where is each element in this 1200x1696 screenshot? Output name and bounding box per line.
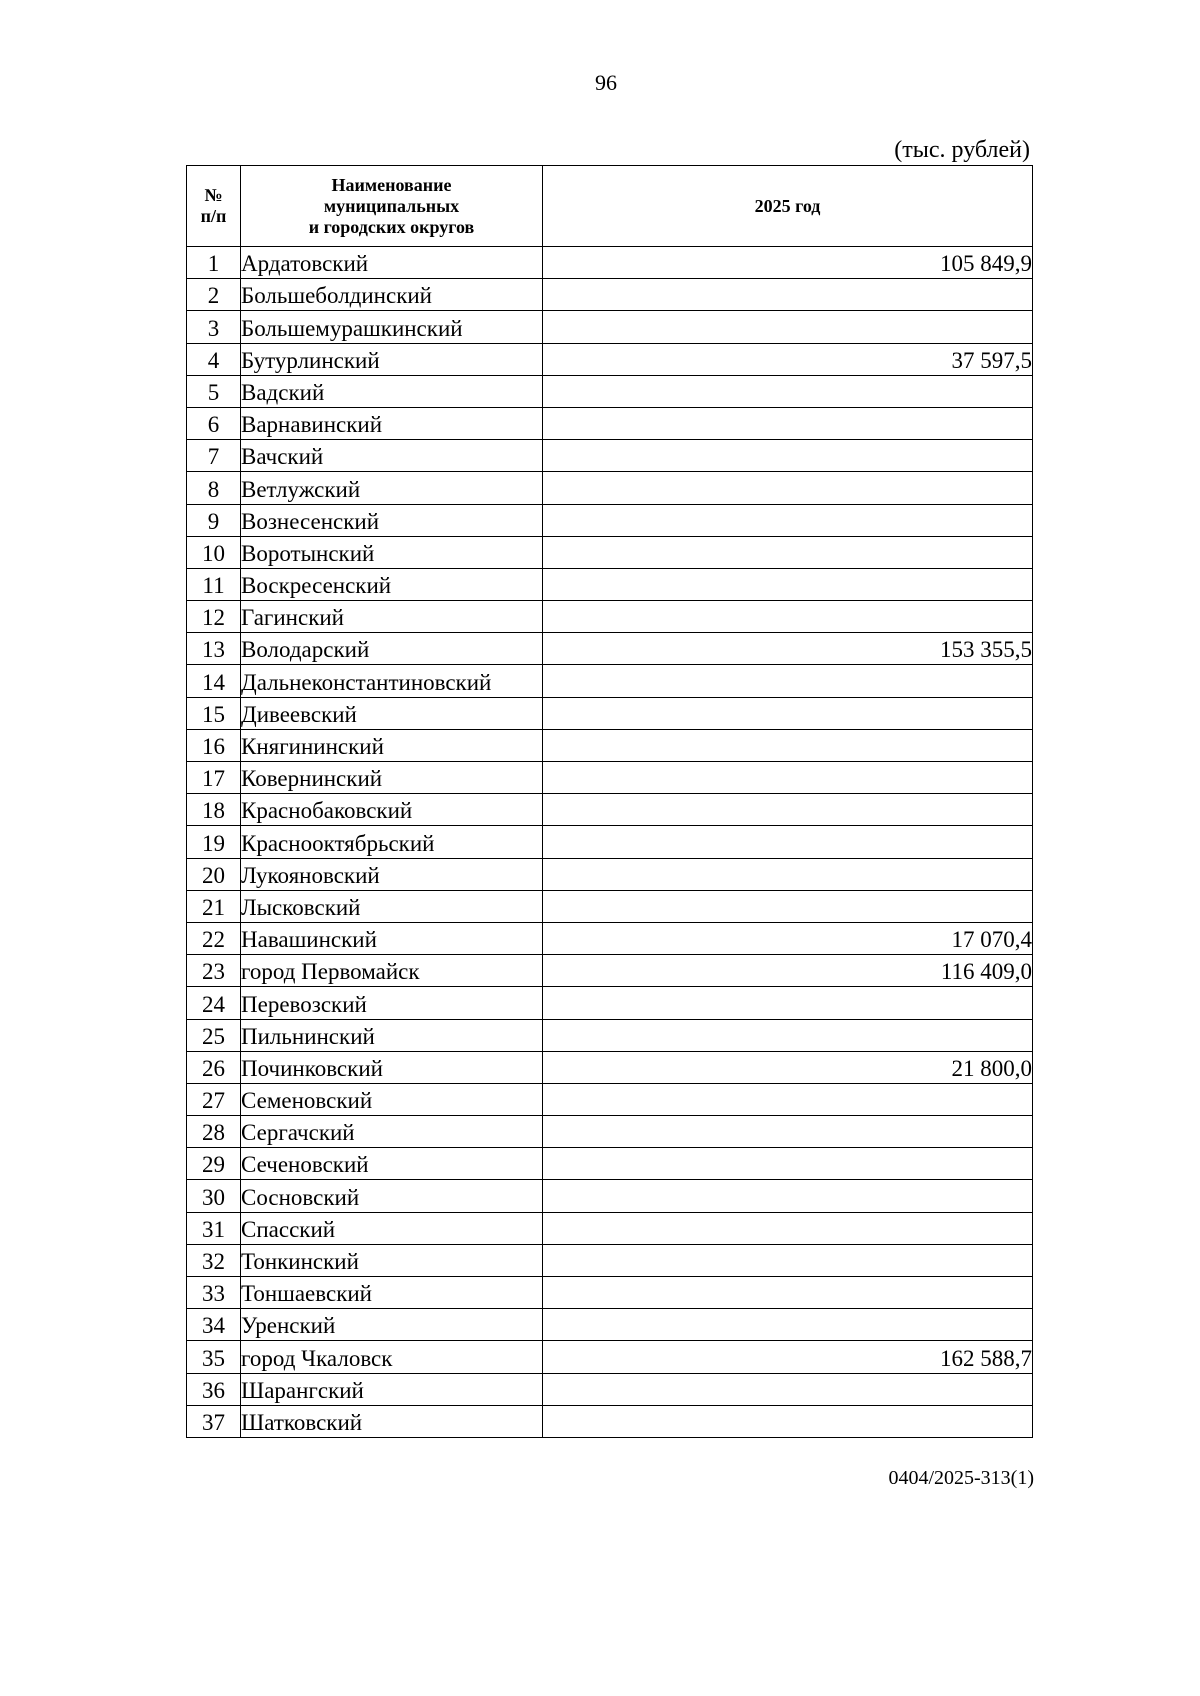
district-name: Бутурлинский (241, 343, 543, 375)
row-number: 17 (187, 762, 241, 794)
district-name: Краснобаковский (241, 794, 543, 826)
row-value (543, 1083, 1033, 1115)
district-name: Семеновский (241, 1083, 543, 1115)
row-number: 16 (187, 729, 241, 761)
table-row (187, 247, 1033, 279)
row-value (543, 1277, 1033, 1309)
row-value (543, 1180, 1033, 1212)
district-name: Большеболдинский (241, 279, 543, 311)
row-number: 8 (187, 472, 241, 504)
row-value (543, 987, 1033, 1019)
table-header-row (187, 166, 1033, 247)
district-name: Пильнинский (241, 1019, 543, 1051)
table-row (187, 1244, 1033, 1276)
row-value (543, 1019, 1033, 1051)
row-value (543, 858, 1033, 890)
district-name: Тоншаевский (241, 1277, 543, 1309)
district-name: Варнавинский (241, 407, 543, 439)
row-value (543, 568, 1033, 600)
row-number: 18 (187, 794, 241, 826)
row-number: 1 (187, 247, 241, 279)
table-row (187, 1405, 1033, 1437)
row-value (543, 890, 1033, 922)
row-value (543, 536, 1033, 568)
row-value: 21 800,0 (543, 1051, 1033, 1083)
row-number: 23 (187, 955, 241, 987)
table-row (187, 311, 1033, 343)
row-number: 32 (187, 1244, 241, 1276)
district-name: Гагинский (241, 601, 543, 633)
district-name: Шарангский (241, 1373, 543, 1405)
row-value (543, 1212, 1033, 1244)
district-name: Ветлужский (241, 472, 543, 504)
district-name: Перевозский (241, 987, 543, 1019)
row-value (543, 697, 1033, 729)
table-row (187, 440, 1033, 472)
district-name: Спасский (241, 1212, 543, 1244)
row-number: 36 (187, 1373, 241, 1405)
table-row (187, 1019, 1033, 1051)
table-row (187, 762, 1033, 794)
row-value (543, 440, 1033, 472)
row-number: 19 (187, 826, 241, 858)
table-row (187, 343, 1033, 375)
district-name: Сергачский (241, 1116, 543, 1148)
row-value (543, 311, 1033, 343)
table-row (187, 1180, 1033, 1212)
row-value (543, 279, 1033, 311)
row-value (543, 729, 1033, 761)
district-name: Краснооктябрьский (241, 826, 543, 858)
table-row (187, 729, 1033, 761)
district-name: Вачский (241, 440, 543, 472)
district-name: Уренский (241, 1309, 543, 1341)
row-value: 153 355,5 (543, 633, 1033, 665)
header-name (241, 166, 543, 247)
row-value (543, 1373, 1033, 1405)
district-name: город Первомайск (241, 955, 543, 987)
row-value (543, 472, 1033, 504)
row-number: 13 (187, 633, 241, 665)
row-value (543, 1116, 1033, 1148)
row-number: 28 (187, 1116, 241, 1148)
row-value (543, 1244, 1033, 1276)
row-number: 29 (187, 1148, 241, 1180)
district-name: Вознесенский (241, 504, 543, 536)
table-row (187, 1116, 1033, 1148)
table-row (187, 407, 1033, 439)
row-value (543, 794, 1033, 826)
row-value (543, 407, 1033, 439)
header-number: № п/п (187, 166, 241, 247)
district-name: Ковернинский (241, 762, 543, 794)
row-number: 14 (187, 665, 241, 697)
table-row (187, 1148, 1033, 1180)
row-value (543, 375, 1033, 407)
district-name: Ардатовский (241, 247, 543, 279)
district-name: Володарский (241, 633, 543, 665)
row-value (543, 1309, 1033, 1341)
table-row (187, 633, 1033, 665)
row-number: 26 (187, 1051, 241, 1083)
row-value: 162 588,7 (543, 1341, 1033, 1373)
row-number: 24 (187, 987, 241, 1019)
table-row (187, 568, 1033, 600)
row-number: 31 (187, 1212, 241, 1244)
table-row (187, 375, 1033, 407)
table-body (187, 247, 1033, 1438)
district-name: Лукояновский (241, 858, 543, 890)
row-value: 37 597,5 (543, 343, 1033, 375)
row-number: 25 (187, 1019, 241, 1051)
row-number: 34 (187, 1309, 241, 1341)
table-row (187, 1051, 1033, 1083)
table-row (187, 955, 1033, 987)
district-name: Сосновский (241, 1180, 543, 1212)
header-name-line: и городских округов (308, 216, 475, 237)
table-row (187, 1373, 1033, 1405)
table-row (187, 697, 1033, 729)
district-name: город Чкаловск (241, 1341, 543, 1373)
row-value: 17 070,4 (543, 922, 1033, 954)
row-number: 9 (187, 504, 241, 536)
table-row (187, 1083, 1033, 1115)
header-name-line: муниципальных (323, 195, 460, 216)
row-number: 2 (187, 279, 241, 311)
table-row (187, 536, 1033, 568)
row-number: 22 (187, 922, 241, 954)
row-number: 4 (187, 343, 241, 375)
row-number: 30 (187, 1180, 241, 1212)
table-row (187, 1277, 1033, 1309)
table-row (187, 826, 1033, 858)
units-label: (тыс. рублей) (894, 137, 1030, 163)
row-value (543, 504, 1033, 536)
row-value: 116 409,0 (543, 955, 1033, 987)
district-name: Починковский (241, 1051, 543, 1083)
district-name: Воротынский (241, 536, 543, 568)
row-number: 15 (187, 697, 241, 729)
row-number: 11 (187, 568, 241, 600)
row-value (543, 762, 1033, 794)
header-name-line: Наименование (331, 174, 452, 195)
row-value (543, 1405, 1033, 1437)
row-value: 105 849,9 (543, 247, 1033, 279)
row-number: 12 (187, 601, 241, 633)
table-row (187, 279, 1033, 311)
row-value (543, 665, 1033, 697)
table-row (187, 858, 1033, 890)
table-row (187, 601, 1033, 633)
row-value (543, 1148, 1033, 1180)
district-name: Дальнеконстантиновский (241, 665, 543, 697)
row-number: 27 (187, 1083, 241, 1115)
district-name: Лысковский (241, 890, 543, 922)
district-name: Воскресенский (241, 568, 543, 600)
row-number: 20 (187, 858, 241, 890)
district-name: Дивеевский (241, 697, 543, 729)
table-row (187, 922, 1033, 954)
district-name: Княгининский (241, 729, 543, 761)
row-number: 21 (187, 890, 241, 922)
document-code: 0404/2025-313(1) (888, 1467, 1034, 1489)
table-row (187, 1212, 1033, 1244)
row-value (543, 601, 1033, 633)
district-name: Тонкинский (241, 1244, 543, 1276)
header-year: 2025 год (543, 166, 1033, 247)
row-number: 5 (187, 375, 241, 407)
district-name: Большемурашкинский (241, 311, 543, 343)
table-row (187, 1341, 1033, 1373)
district-name: Вадский (241, 375, 543, 407)
district-name: Сеченовский (241, 1148, 543, 1180)
row-number: 37 (187, 1405, 241, 1437)
row-number: 35 (187, 1341, 241, 1373)
budget-table (186, 165, 1033, 1438)
table-row (187, 1309, 1033, 1341)
row-number: 7 (187, 440, 241, 472)
table-row (187, 987, 1033, 1019)
district-name: Навашинский (241, 922, 543, 954)
row-number: 3 (187, 311, 241, 343)
table-row (187, 794, 1033, 826)
table-row (187, 665, 1033, 697)
row-number: 6 (187, 407, 241, 439)
district-name: Шатковский (241, 1405, 543, 1437)
row-number: 33 (187, 1277, 241, 1309)
row-number: 10 (187, 536, 241, 568)
page-number: 96 (595, 70, 617, 95)
table-row (187, 472, 1033, 504)
table-row (187, 504, 1033, 536)
table-row (187, 890, 1033, 922)
row-value (543, 826, 1033, 858)
